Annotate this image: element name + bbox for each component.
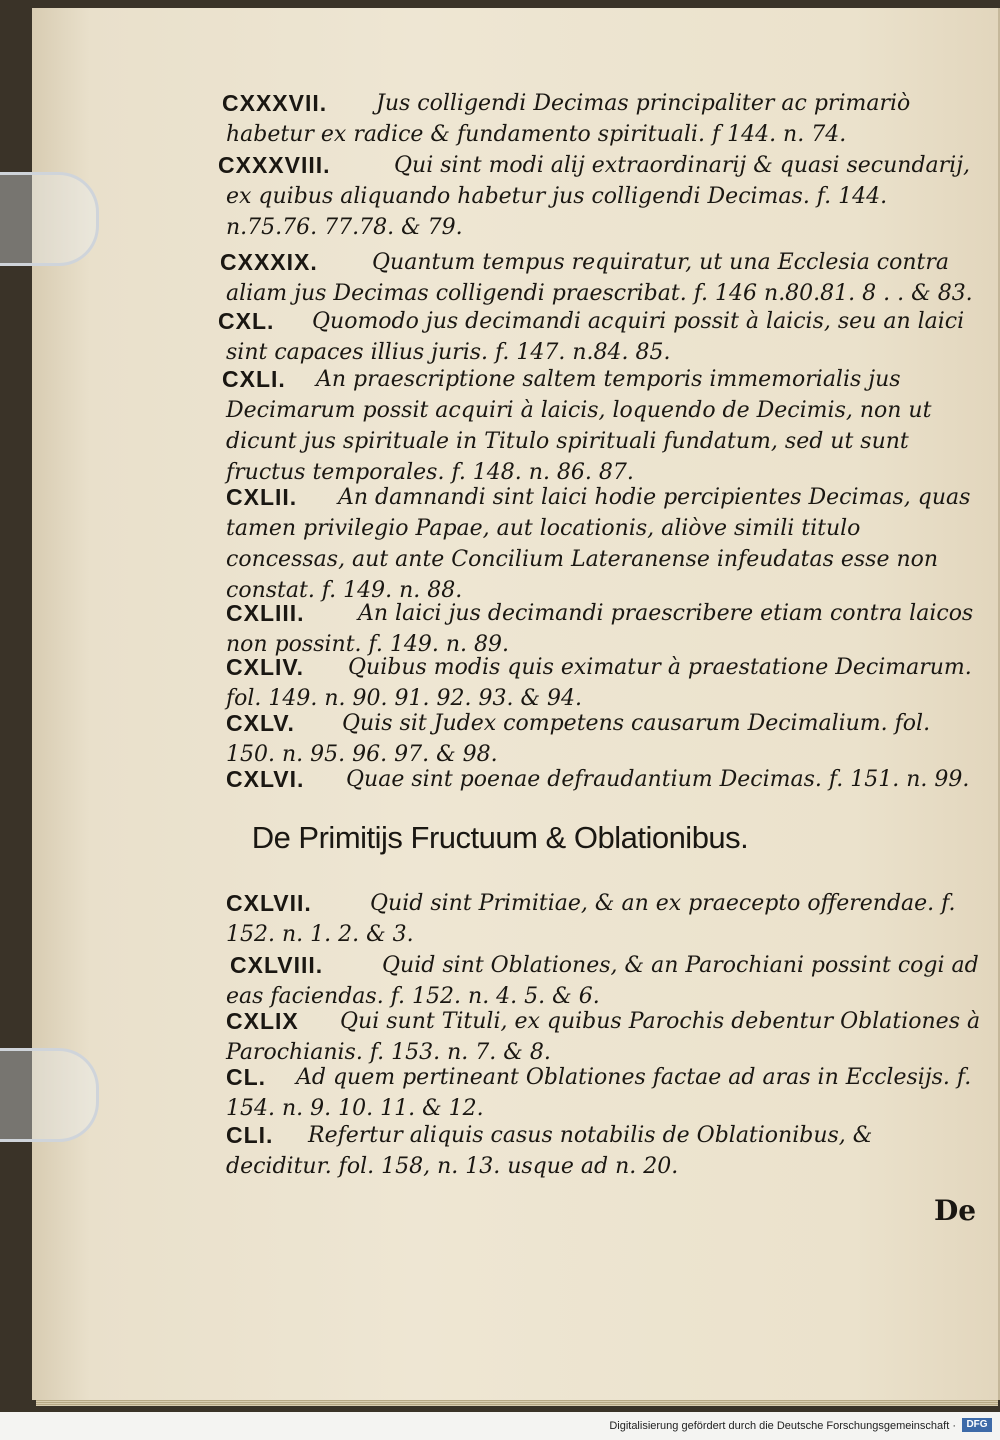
index-entry	[226, 888, 982, 950]
index-entry	[218, 150, 982, 243]
entry-number: CXLIII.	[226, 600, 305, 626]
entry-text: Quomodo jus decimandi acquiri possit à laicis, seu an laici sint capaces illius juris. f. 147. n.84. 85.	[226, 309, 965, 365]
entry-number: CXLI.	[222, 366, 286, 392]
page-edge	[36, 1400, 998, 1406]
entry-text: Qui sint modi alij extraordinarij & quasi secundarij, ex quibus aliquando habetur jus colligendi Decimas. f. 144. n.75.76. 77.78. & 79.	[226, 153, 971, 240]
book-clip-top	[0, 172, 99, 266]
entry-text: Quantum tempus requiratur, ut una Ecclesia contra aliam jus Decimas colligendi praescribat. f. 146 n.80.81. 8 . . & 83.	[226, 250, 973, 306]
section-heading: De Primitijs Fructuum & Oblationibus.	[251, 820, 749, 855]
book-clip-bottom	[0, 1048, 99, 1142]
dfg-logo: DFG	[962, 1418, 992, 1432]
index-entry	[218, 306, 982, 368]
index-entry	[226, 708, 982, 770]
index-entry	[226, 764, 982, 795]
entry-text: Quibus modis quis eximatur à praestatione Decimarum. fol. 149. n. 90. 91. 92. 93. & 94.	[226, 655, 972, 711]
entry-number: CXXXIX.	[220, 249, 318, 275]
entry-text: Quid sint Primitiae, & an ex praecepto offerendae. f. 152. n. 1. 2. & 3.	[226, 891, 956, 947]
entry-number: CXLIV.	[226, 654, 305, 680]
footer-bar	[0, 1412, 1000, 1440]
entry-number: CXXXVIII.	[218, 152, 331, 178]
entry-number: CLI.	[226, 1122, 274, 1148]
entry-text: Qui sunt Tituli, ex quibus Parochis debentur Oblationes à Parochianis. f. 153. n. 7. & 8.	[226, 1009, 981, 1065]
entry-number: CXLIX	[226, 1008, 299, 1034]
entry-number: CXLII.	[226, 484, 298, 510]
entry-number: CXXXVII.	[222, 90, 328, 116]
index-entry	[226, 1120, 982, 1182]
catchword: De	[934, 1194, 977, 1227]
entry-number: CXLVII.	[226, 890, 312, 916]
entry-text: An damnandi sint laici hodie percipientes Decimas, quas tamen privilegio Papae, aut locationis, aliòve simili titulo concessas, aut ante Concilium Lateranense infeudatas esse non constat. f. 149. n. 88.	[226, 485, 971, 603]
entry-number: CL.	[226, 1064, 267, 1090]
entry-number: CXL.	[218, 308, 275, 334]
entry-number: CXLVI.	[226, 766, 305, 792]
index-entry	[226, 482, 982, 606]
index-entry	[226, 1062, 982, 1124]
entry-text: Refertur aliquis casus notabilis de Oblationibus, & deciditur. fol. 158, n. 13. usque ad n. 20.	[226, 1123, 873, 1179]
entry-number: CXLV.	[226, 710, 295, 736]
entry-number: CXLVIII.	[230, 952, 324, 978]
footer-credit: Digitalisierung gefördert durch die Deutsche Forschungsgemeinschaft ·	[609, 1420, 956, 1432]
entry-text: Quis sit Judex competens causarum Decimalium. fol. 150. n. 95. 96. 97. & 98.	[226, 711, 931, 767]
index-entry	[226, 1006, 982, 1068]
index-entry	[226, 598, 982, 660]
index-entry	[222, 88, 982, 150]
entry-text: An laici jus decimandi praescribere etiam contra laicos non possint. f. 149. n. 89.	[226, 601, 974, 657]
index-entry	[226, 950, 982, 1012]
entry-text: Quae sint poenae defraudantium Decimas. f. 151. n. 99.	[346, 767, 970, 792]
index-entry	[220, 247, 982, 309]
index-entry	[226, 652, 982, 714]
entry-text: An praescriptione saltem temporis immemorialis jus Decimarum possit acquiri à laicis, loquendo de Decimis, non ut dicunt jus spirituale in Titulo spirituali fundatum, sed ut sunt fructus temporales. f. 148. n. 86. 87.	[226, 367, 932, 485]
entry-text: Jus colligendi Decimas principaliter ac primariò habetur ex radice & fundamento spirituali. f 144. n. 74.	[226, 91, 911, 147]
index-entry	[222, 364, 982, 488]
entry-text: Quid sint Oblationes, & an Parochiani possint cogi ad eas faciendas. f. 152. n. 4. 5. & 6.	[226, 953, 979, 1009]
entry-text: Ad quem pertineant Oblationes factae ad aras in Ecclesijs. f. 154. n. 9. 10. 11. & 12.	[226, 1065, 972, 1121]
